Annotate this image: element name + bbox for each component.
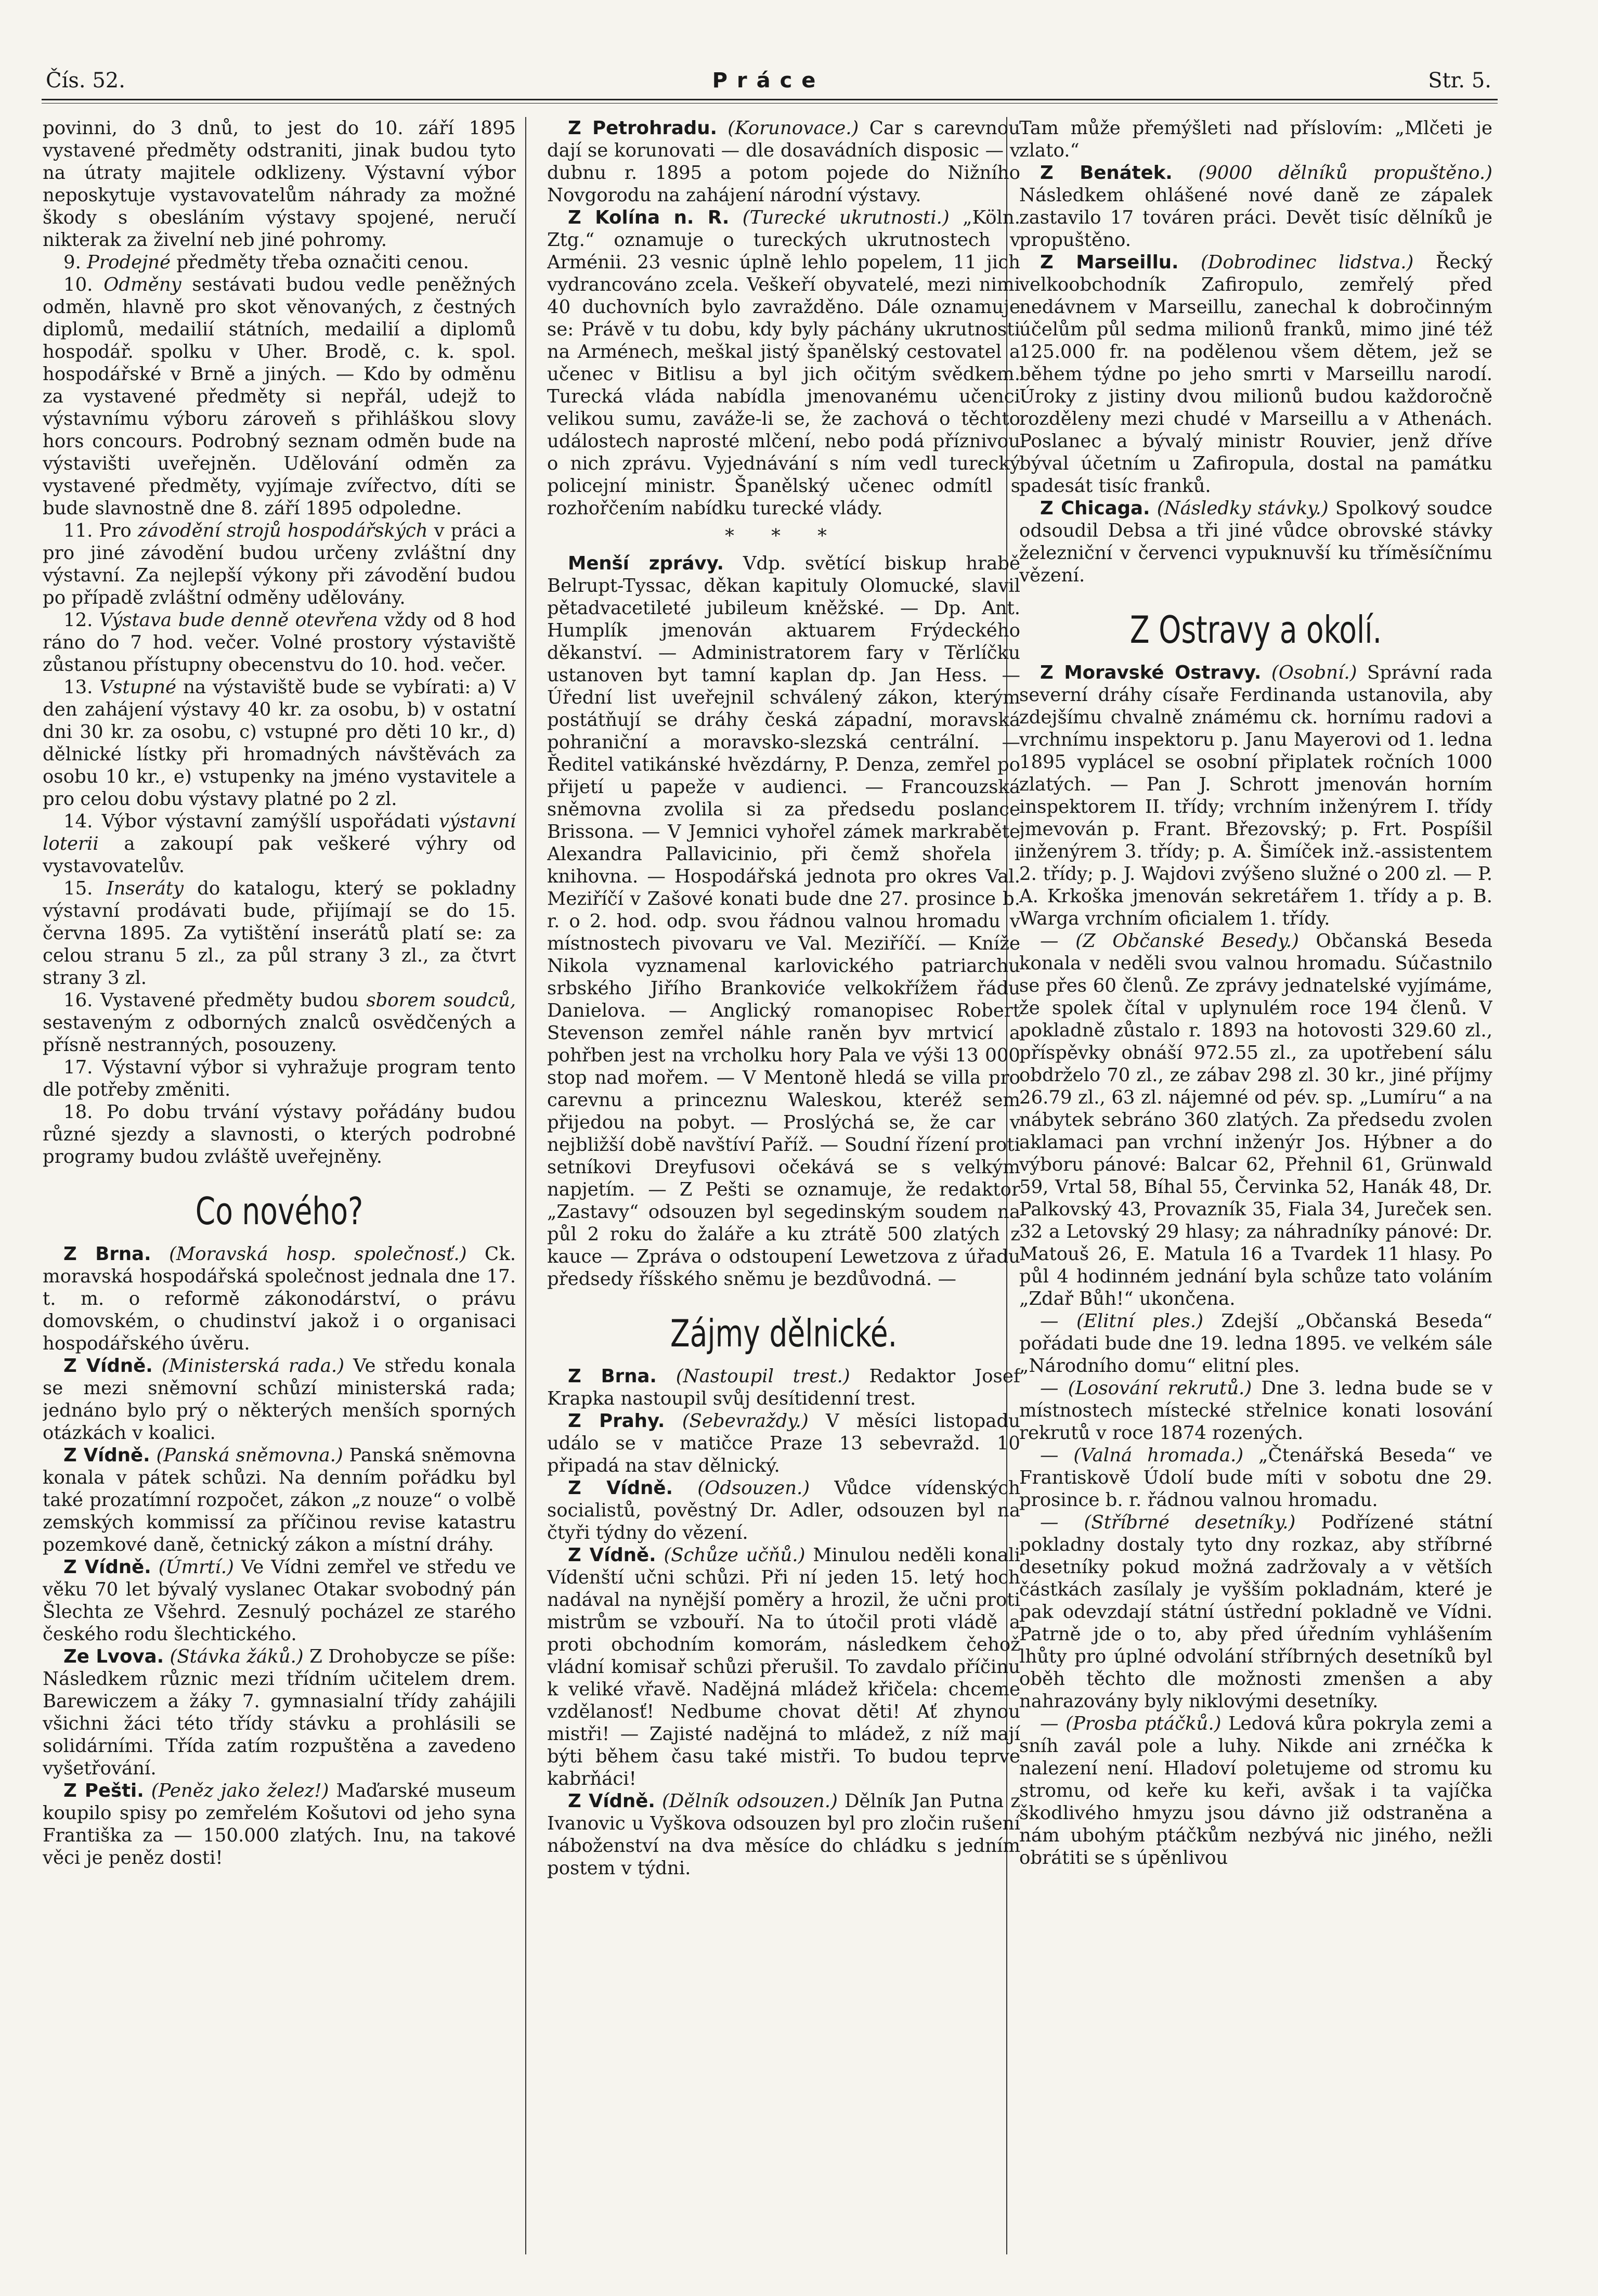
paragraph: Tam může přemýšleti nad příslovím: „Mlčeti je zlato.“ xyxy=(1019,118,1492,161)
news-item: Z Benátek. (9000 dělníků propuštěno.) Následkem ohlášené nové daně ze zápalek zastavilo 17 továren práci. Devět tisíc dělníků je propuštěno. xyxy=(1019,162,1492,251)
rule-item: 15. Inseráty do katalogu, který se pokladny výstavní prodávati bude, přijímají se do 15. června 1895. Za vytištění inserátů platí se: za celou stranu 5 zl., za půl strany 3 zl., za čtvrt strany 3 zl. xyxy=(43,878,516,989)
issue-number: Čís. 52. xyxy=(46,69,125,93)
rule-item: 17. Výstavní výbor si vyhražuje program tento dle potřeby změniti. xyxy=(43,1057,516,1100)
rule-item: 18. Po dobu trvání výstavy pořádány budou různé sjezdy a slavnosti, o kterých podrobné programy budou zvláště uveřejněny. xyxy=(43,1101,516,1168)
section-heading-zajmy-delnicke: Zájmy dělnické. xyxy=(670,1312,898,1355)
news-item: Z Brna. (Moravská hosp. společnosť.) Ck. moravská hospodářská společnost jednala dne 17. t. m. o reformě zákonodárství, o právu domovském, o chudinství jakož i o organisaci hospodářského úvěru. xyxy=(43,1243,516,1354)
news-item: — (Losování rekrutů.) Dne 3. ledna bude se v místnostech místecké střelnice konati losování rekrutů v roce 1874 rozených. xyxy=(1019,1378,1492,1444)
news-item: — (Valná hromada.) „Čtenářská Beseda“ ve Frantiskově Údolí bude míti v sobotu dne 29. prosince b. r. řádnou valnou hromadu. xyxy=(1019,1445,1492,1511)
news-item: — (Elitní ples.) Zdejší „Občanská Beseda“ pořádati bude dne 19. ledna 1895. ve velkém sále „Národního domu“ elitní ples. xyxy=(1019,1311,1492,1377)
news-item: Z Vídně. (Ministerská rada.) Ve středu konala se mezi sněmovní schůzí ministerská rada; jednáno bylo prý o některých menších sporných otázkách v koalici. xyxy=(43,1355,516,1444)
column-middle xyxy=(547,117,1020,2260)
rule-item: 16. Vystavené předměty budou sborem soudců, sestaveným z odborných znalců osvědčených a přísně nestranných, posouzeny. xyxy=(43,990,516,1056)
page-header xyxy=(46,69,1491,100)
news-item: — (Z Občanské Besedy.) Občanská Beseda konala v neděli svou valnou hromadu. Súčastnilo se přes 60 členů. Ze zprávy jednatelské vyjímáme, že spolek čítal v uplynulém roce 194 členů. V pokladně zůstalo r. 1893 na hotovosti 329.60 zl., příspěvky obnáší 972.55 zl., za upotřebení sálu obdrželo 70 zl., ze zábav 298 zl. 30 kr., jiné příjmy 26.79 zl., 63 zl. nájemné od pév. sp. „Lumíru“ a na nábytek sebráno 360 zlatých. Za předsedu zvolen aklamaci pan vrchní inženýr Jos. Hýbner a do výboru pánové: Balcar 62, Přehnil 61, Grünwald 59, Vrtal 58, Bíhal 55, Červinka 52, Hanák 48, Dr. Palkovský 43, Provazník 35, Fiala 34, Jureček sen. 32 a Letovský 29 hlasy; za náhradníky pánové: Dr. Matouš 26, E. Matula 16 a Tvardek 11 hlasy. Po půl 4 hodinném jednání byla schůze tato voláním „Zdař Bůh!“ ukončena. xyxy=(1019,930,1492,1309)
news-item: — (Stříbrné desetníky.) Podřízené státní pokladny dostaly tyto dny rozkaz, aby stříbrné desetníky pokud možná zadržovaly a v větších částkách zasílaly je vyšším pokladnám, které je pak odevzdají státní ústřední pokladně ve Vídni. Patrně jde o to, aby před úředním vyhlášením lhůty pro úplné odvolání stříbrných desetníků byl oběh těchto dle možnosti zmenšen a aby nahrazovány byly niklovými desetníky. xyxy=(1019,1512,1492,1712)
column-divider xyxy=(525,117,526,2254)
news-item: Z Brna. (Nastoupil trest.) Redaktor Josef Krapka nastoupil svůj desítidenní trest. xyxy=(547,1366,1020,1409)
news-item: Z Pešti. (Peněz jako želez!) Maďarské museum koupilo spisy po zemřelém Košutovi od jeho syna Františka za — 150.000 zlatých. Inu, na takové věci je peněz dosti! xyxy=(43,1780,516,1869)
news-item: — (Prosba ptáčků.) Ledová kůra pokryla zemi a sníh zavál pole a luhy. Nikde ani zrnéčka k nalezení není. Hladoví poletujeme od stromu ku stromu, od keře ku keři, avšak i ta vajíčka škodlivého hmyzu jsou dávno již odstraněna a nám ubohým ptáčkům nezbývá nic jiného, nežli obrátiti se s úpěnlivou xyxy=(1019,1713,1492,1869)
news-item: Z Vídně. (Schůze učňů.) Minulou neděli konali Vídenští učni schůzi. Při ní jeden 15. letý hoch nadával na nynější poměry a hrozil, že učni proti mistrům se vzbouří. Na to útočil proti vládě a proti obchodním komorám, následkem čehož vládní komisař schůzi přerušil. To zavdalo příčinu k veliké vřavě. Nadějná mládež křičela: chceme vzdělanosť! Nedbume chovat děti! Ať zhynou mistři! — Zajisté nadějná to mládež, z níž mají býti během času také mistři. To budou teprve kabrňáci! xyxy=(547,1545,1020,1789)
page-number: Str. 5. xyxy=(1428,69,1491,93)
news-item: Z Vídně. (Dělník odsouzen.) Dělník Jan Putna z Ivanovic u Vyškova odsouzen byl pro zločin rušení náboženství na dva měsíce do chládku s jedním postem v týdni. xyxy=(547,1791,1020,1879)
separator-stars: * * * xyxy=(725,525,842,547)
section-heading-z-ostravy: Z Ostravy a okolí. xyxy=(1129,608,1382,652)
header-rule xyxy=(42,99,1498,100)
news-item: Z Vídně. (Úmrtí.) Ve Vídni zemřel ve středu ve věku 70 let bývalý vyslanec Otakar svobodný pán Šlechta ze Všehrd. Zesnulý pocházel ze starého českého rodu šlechtického. xyxy=(43,1556,516,1645)
news-item: Z Vídně. (Odsouzen.) Vůdce vídenských socialistů, pověstný Dr. Adler, odsouzen byl na čtyři týdny do vězení. xyxy=(547,1477,1020,1543)
news-item: Z Vídně. (Panská sněmovna.) Panská sněmovna konala v pátek schůzi. Na denním pořádku byl také prozatímní rozpočet, zákon „z nouze“ o volbě zemských kommissí za příčinou revise katastru pozemkové daně, četnický zákon a místní dráhy. xyxy=(43,1445,516,1555)
column-left xyxy=(43,117,516,2260)
masthead-title: Práce xyxy=(712,69,825,93)
rule-item: 14. Výbor výstavní zamýšlí uspořádati výstavní loterii a zakoupí pak veškeré výhry od vystavovatelův. xyxy=(43,811,516,877)
news-item: Z Marseillu. (Dobrodinec lidstva.) Řecký velkoobchodník Zafiropulo, zemřelý před nedávnem v Marseillu, zanechal k dobročinným účelům půl sedma milionů franků, mimo jiné též 125.000 fr. na podělenou všem dětem, jež se během týdne po jeho smrti v Marseillu narodí. Úroky z jistiny dvou milionů budou každoročně rozděleny mezi chudé v Marseillu a v Athenách. Poslanec a bývalý ministr Rouvier, jenž dříve býval účetním u Zafiropula, dostal na památku padesát tisíc franků. xyxy=(1019,252,1492,497)
news-item: Z Petrohradu. (Korunovace.) Car s carevnou dají se korunovati — dle dosavádních disposic — v dubnu r. 1895 a potom pojede do Nižního Novgorodu na zahájení národní výstavy. xyxy=(547,118,1020,206)
news-item: Z Chicaga. (Následky stávky.) Spolkový soudce odsoudil Debsa a tři jiné vůdce obrovské stávky železniční v červenci vypuknuvší ku tříměsíčnímu vězení. xyxy=(1019,498,1492,586)
news-item: Z Prahy. (Sebevraždy.) V měsíci listopadu událo se v matičce Praze 13 sebevražd. 10 připadá na stav dělnický. xyxy=(547,1410,1020,1476)
news-item: Ze Lvova. (Stávka žáků.) Z Drohobycze se píše: Následkem různic mezi třídním učitelem drem. Barewiczem a žáky 7. gymnasialní třídy zahájili všichni žáci této třídy stávku a prohlásili se solidárními. Třída zatím rozpuštěna a zavedeno vyšetřování. xyxy=(43,1646,516,1779)
rule-item: 13. Vstupné na výstaviště bude se vybírati: a) V den zahájení výstavy 40 kr. za osobu, b) v ostatní dni 30 kr. za osobu, c) vstupné pro děti 10 kr., d) dělnické lístky při hromadných návštěvách za osobu 10 kr., e) vstupenky na jméno vystavitele a pro celou dobu výstavy platné po 2 zl. xyxy=(43,677,516,810)
news-item: Menší zprávy. Vdp. světící biskup hrabě Belrupt-Tyssac, děkan kapituly Olomucké, slavil pětadvacetileté jubileum kněžské. — Dp. Ant. Humplík jmenován aktuarem Frýdeckého děkanství. — Administratorem fary v Těrlíčku ustanoven byt tamní kaplan dp. Jan Hess. — Úřední list uveřejnil schválený zákon, kterým postátňují se dráhy česká západní, moravská pohraniční a moravsko-slezská centrální. — Ředitel vatikánské hvězdárny, P. Denza, zemřel po přijetí u papeže v audienci. — Francouzská sněmovna zvolila si za předsedu poslance Brissona. — V Jemnici vyhořel zámek markraběte Alexandra Pallavicinio, při čemž shořela i knihovna. — Hospodářská jednota pro okres Val. Meziříčí v Zašové konati bude dne 27. prosince b. r. o 2. hod. odp. svou řádnou valnou hromadu v místnostech pivovaru ve Val. Meziříčí. — Kníže Nikola vyznamenal karlovického patriarchu srbského Jiřího Brankoviće velkokřížem řádu Danielova. — Anglický romanopisec Robert Stevenson zemřel náhle raněn byv mrtvicí a pohřben jest na vrcholku hory Pala ve výši 13 000 stop nad mořem. — V Mentoně hledá se villa pro carevnu a princeznu Waleskou, kteréž sem přijedou na pobyt. — Proslýchá se, že car v nejbližší době navštíví Paříž. — Soudní řízení proti setníkovi Dreyfusovi očekává se s velkým napjetím. — Z Pešti se oznamuje, že redaktor „Zastavy“ odsouzen byl segedinským soudem na půl 2 roku do žaláře a ku ztrátě 500 zlatých z kauce — Zpráva o odstoupení Lewetzova z úřadu předsedy říšského sněmu je bezdůvodná. — xyxy=(547,553,1020,1290)
column-right xyxy=(1019,117,1492,2260)
rule-item: 9. Prodejné předměty třeba označiti cenou. xyxy=(63,252,469,273)
rule-item: 12. Výstava bude denně otevřena vždy od 8 hod ráno do 7 hod. večer. Volné prostory výstaviště zůstanou přístupny obecenstvu do 10. hod. večer. xyxy=(43,609,516,676)
news-item: Z Moravské Ostravy. (Osobní.) Správní rada severní dráhy císaře Ferdinanda ustanovila, aby zdejšímu chvalně známému ck. hornímu radovi a vrchnímu inspektoru p. Janu Mayerovi od 1. ledna 1895 vyplácel se osobní připlatek ročních 1000 zlatých. — Pan J. Schrott jmenován horním inspektorem II. třídy; vrchním inženýrem I. třídy jmevován p. Frant. Březovský; p. Frt. Pospíšil inženýrem 3. třídy; p. A. Šimíček inž.-assistentem 2. třídy; p. J. Wajdovi zvýšeno služné o 200 zl. — P. A. Krkoška jmenován sekretářem 1. třídy a p. B. Warga vrchním oficialem 1. třídy. xyxy=(1019,662,1492,929)
paragraph: povinni, do 3 dnů, to jest do 10. září 1895 vystavené předměty odstraniti, jinak budou tyto na útraty majitele odklizeny. Výstavní výbor neposkytuje vystavovatelům náhrady za možné škody s obesláním výstavy spojené, neručí nikterak za živelní neb jiné pohromy. xyxy=(43,118,516,251)
news-item: Z Kolína n. R. (Turecké ukrutnosti.) „Köln. Ztg.“ oznamuje o tureckých ukrutnostech v Arménii. 23 vesnic úplně lehlo popelem, 11 jich vydrancováno zcela. Veškeří obyvatelé, mezi nimi 40 duchovních bylo zavražděno. Dále oznamuje se: Právě v tu dobu, kdy byly páchány ukrutnosti na Arménech, meškal jistý španělský cestovatel a učenec v Bitlisu a byl jich očitým svědkem. Turecká vláda nabídla jmenovanému učenci velikou sumu, zaváže-li se, že zachová o těchto událostech naprosté mlčení, nebo podá příznivou o nich zprávu. Vyjednávání s ním vedl turecký policejní ministr. Španělský učenec odmítl s rozhořčením nabídku turecké vlády. xyxy=(547,207,1020,519)
rule-item: 10. Odměny sestávati budou vedle peněžných odměn, hlavně pro skot věnovaných, z čestných diplomů, medailií státních, medailií a diplomů hospodář. spolku v Uher. Brodě, c. k. spol. hospodářské v Brně a jiných. — Kdo by odměnu za vystavené předměty si nepřál, udejž to výstavnímu výboru zároveň s přihláškou slovy hors concours. Podrobný seznam odměn bude na výstavišti uveřejněn. Udělování odměn za vystavené předměty, vyjímaje zvířectvo, díti se bude slavnostně dne 8. září 1895 odpoledne. xyxy=(43,274,516,519)
section-heading-co-noveho: Co nového? xyxy=(195,1189,363,1233)
rule-item: 11. Pro závodění strojů hospodářských v práci a pro jiné závodění budou určeny zvláštní dny výstavní. Za nejlepší výkony při závodění budou po případě zvláštní odměny udělovány. xyxy=(43,520,516,608)
